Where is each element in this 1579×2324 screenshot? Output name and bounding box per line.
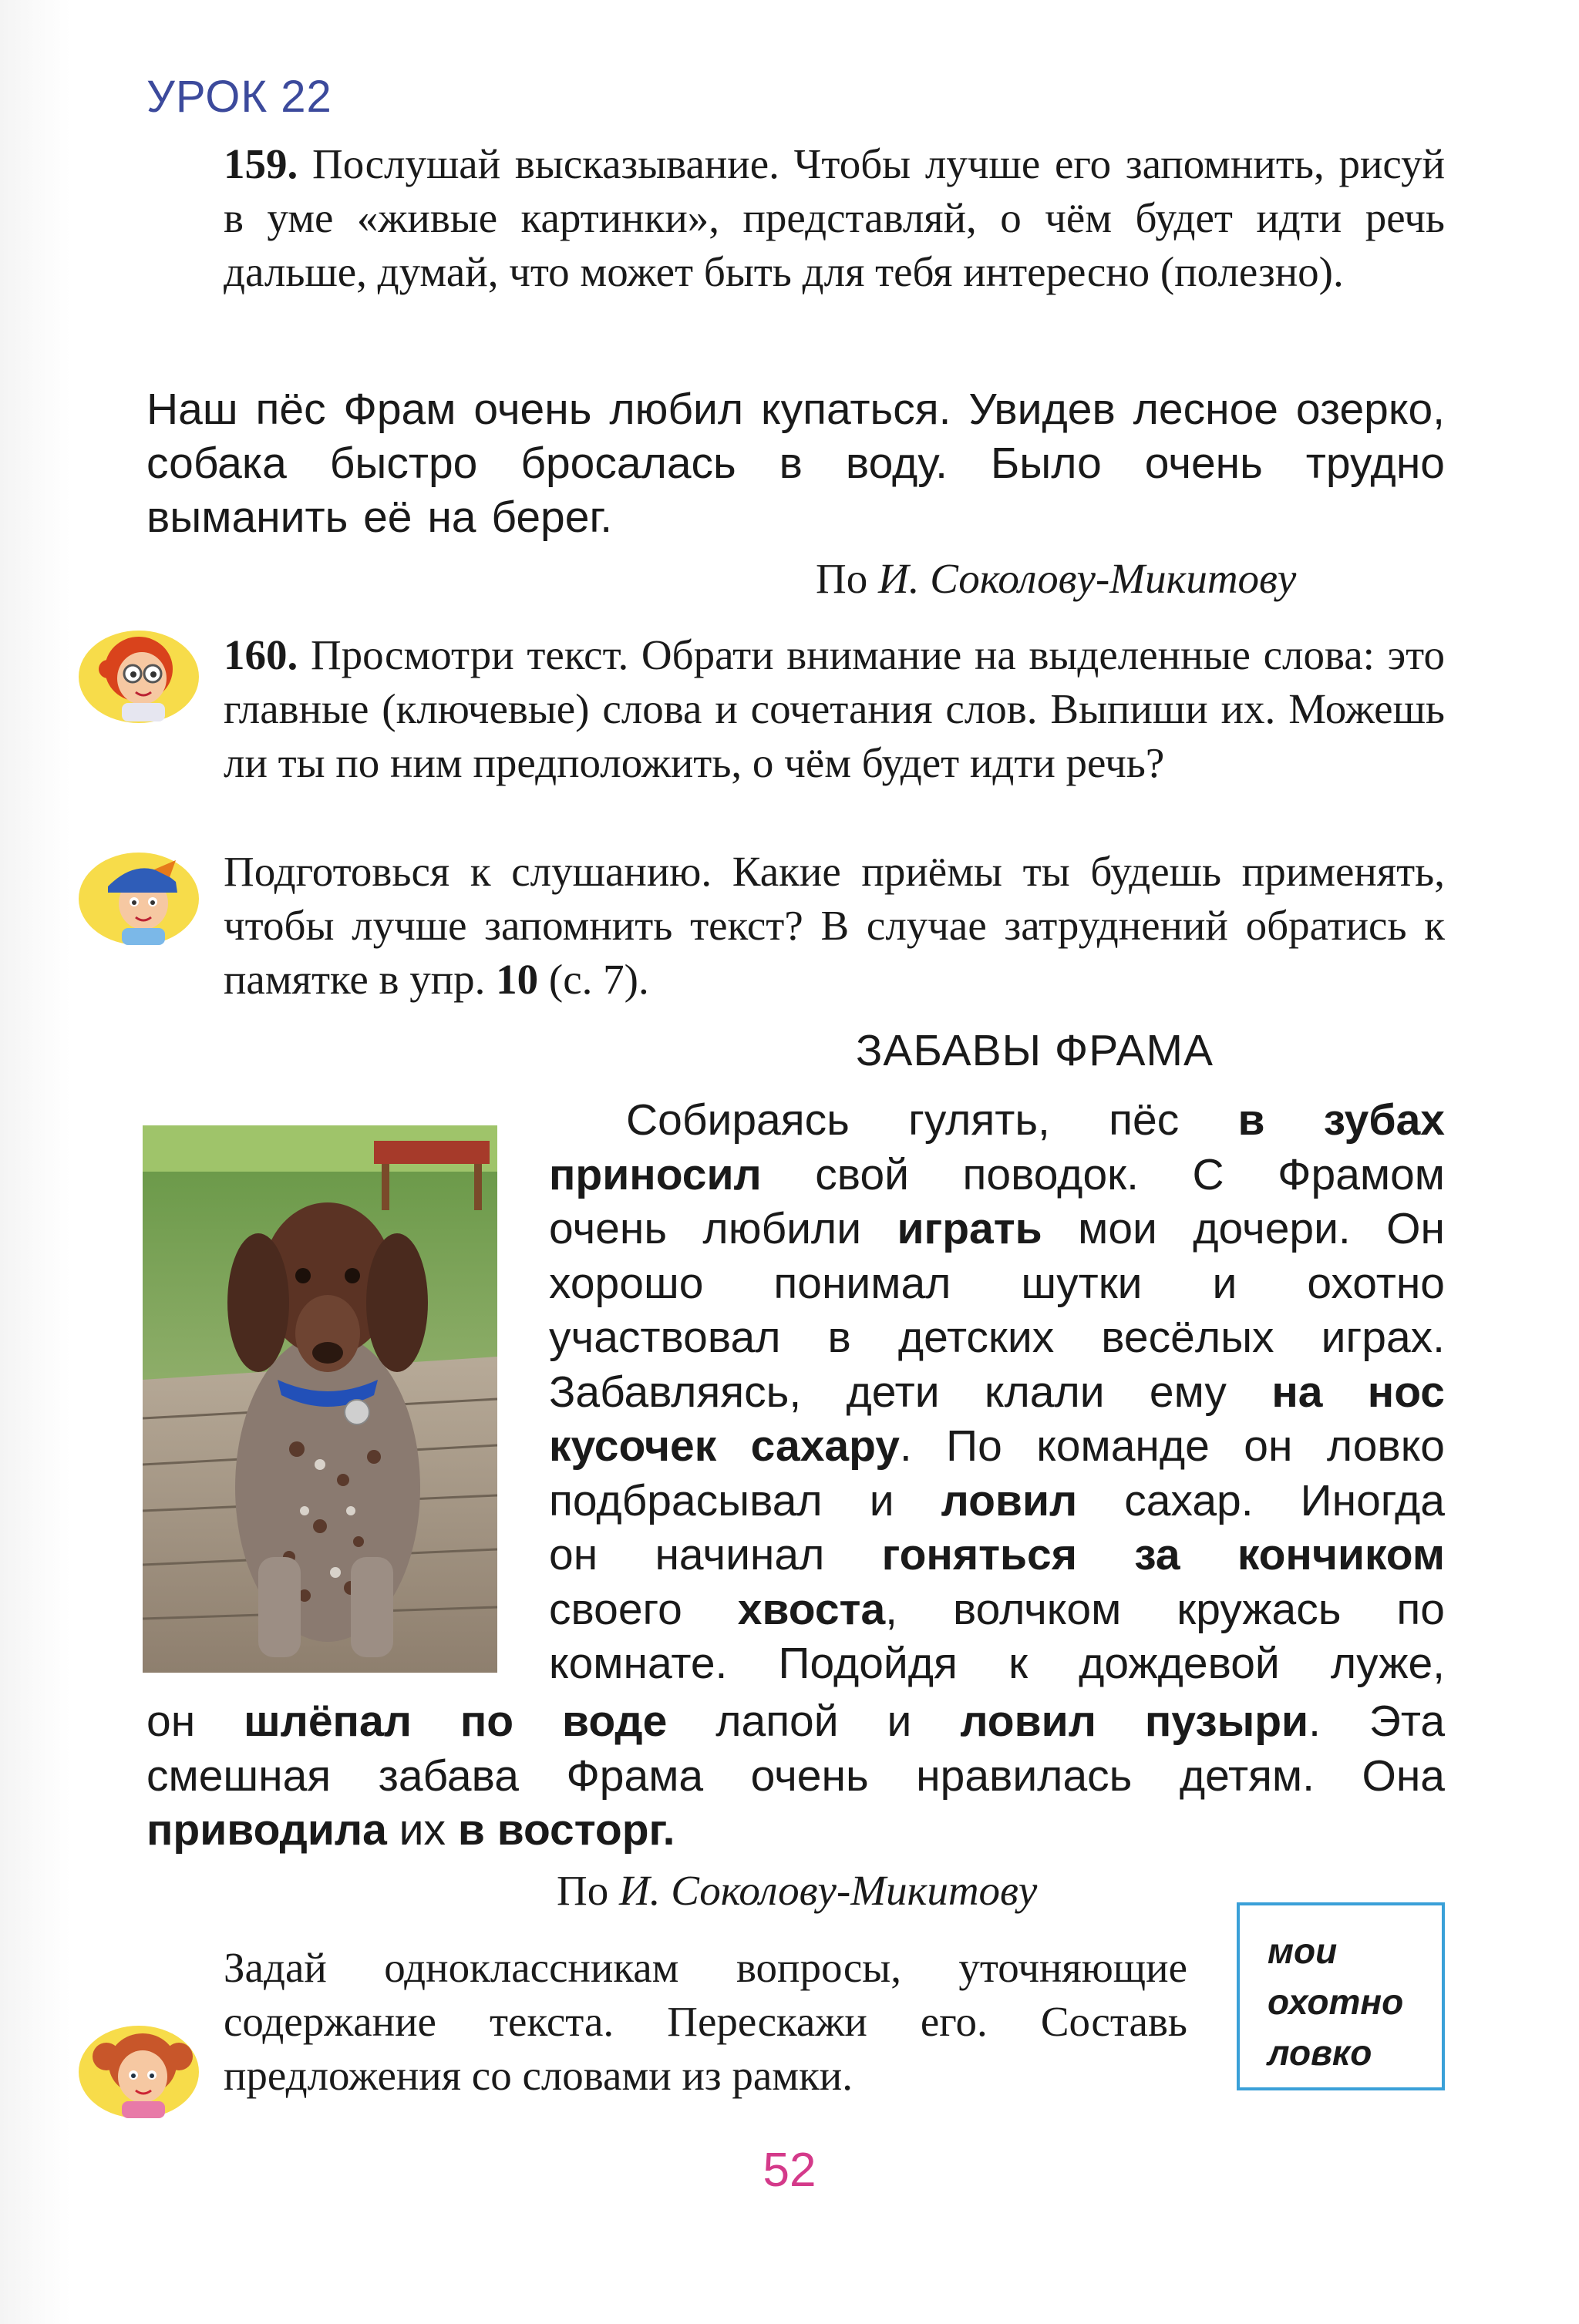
girl-with-pigtails-icon (77, 2020, 208, 2121)
girl-with-glasses-icon (77, 624, 208, 726)
story-line: участвовал в детских весёлых играх. (549, 1313, 1445, 1362)
key-phrase: хвоста (737, 1584, 886, 1634)
story-line: Забавляясь, дети клали ему на нос (549, 1367, 1445, 1417)
word-box-item: мои (1268, 1931, 1338, 1971)
story-line: очень любили играть мои дочери. Он (549, 1204, 1445, 1253)
memo-page: (с. 7). (548, 956, 649, 1003)
boy-with-cap-icon (77, 846, 208, 948)
quote-paragraph: Наш пёс Фрам очень любил купаться. Увидев лесное озерко, собака быстро бросалась в воду. Было очень трудно выманить её на берег. (146, 385, 1445, 542)
word-box-item: ловко (1268, 2033, 1372, 2073)
exercise-text: Послушай высказывание. Чтобы лучше его запомнить, рисуй в уме «живые картинки», представляй, о чём будет идти речь дальше, думай, что может быть для тебя интересно (полезно). (224, 140, 1445, 295)
memo-reference: 10 (496, 956, 539, 1003)
key-phrase: в восторг. (457, 1805, 675, 1855)
story-attribution (557, 1864, 1037, 1918)
story-line: приносил свой поводок. С Фрамом (549, 1149, 1445, 1199)
page-edge-shadow (0, 0, 71, 2324)
story-title: ЗАБАВЫ ФРАМА (856, 1026, 1214, 1075)
story-line: кусочек сахару. По команде он ловко (549, 1421, 1445, 1471)
key-phrase: в зубах (1237, 1095, 1445, 1145)
word-box (1237, 1902, 1445, 2090)
story-line: Собираясь гулять, пёс в зубах (626, 1095, 1445, 1145)
key-phrase: ловил (941, 1475, 1078, 1525)
exercise-159 (224, 137, 1445, 299)
story-line: приводила их в восторг. (146, 1805, 675, 1855)
exercise-number: 159. (224, 140, 298, 187)
exercise-text: Просмотри текст. Обрати внимание на выделенные слова: это главные (ключевые) слова и сочетания слов. Выпиши их. Можешь ли ты по ним предположить, о чём будет идти речь? (224, 631, 1445, 786)
word-box-item: охотно (1268, 1982, 1404, 2022)
story-line: своего хвоста, волчком кружась по (549, 1584, 1446, 1634)
exercise-number: 160. (224, 631, 298, 678)
story-line: хорошо понимал шутки и охотно (549, 1258, 1445, 1308)
dog-photo (143, 1125, 497, 1673)
quote-attribution (816, 552, 1296, 606)
story-text-full (146, 1694, 1445, 1858)
key-phrase: приносил (549, 1149, 762, 1199)
retell-task: Задай одноклассникам вопросы, уточняющие содержание текста. Перескажи его. Составь предложения со словами из рамки. (224, 1944, 1187, 2099)
exercise-160-preparation (224, 845, 1445, 1007)
story-line: он шлёпал по воде лапой и ловил пузыри. Эта (146, 1697, 1446, 1746)
story-line: смешная забава Фрама очень нравилась детям. Она (146, 1751, 1445, 1801)
attribution-author: И. Соколову-Микитову (618, 1867, 1038, 1914)
key-phrase: ловил пузыри (960, 1697, 1309, 1746)
preparation-text: Подготовься к слушанию. Какие приёмы ты будешь применять, чтобы лучше запомнить текст? В случае затруднений обратись к памятке в упр. (224, 848, 1445, 1003)
key-phrase: кусочек сахару (549, 1421, 900, 1471)
attribution-prefix: По (557, 1867, 609, 1914)
key-phrase: гоняться за кончиком (881, 1530, 1445, 1579)
page-number: 52 (763, 2144, 816, 2197)
story-line: комнате. Подойдя к дождевой луже, (549, 1639, 1445, 1688)
key-phrase: на нос (1271, 1367, 1445, 1417)
attribution-author: И. Соколову-Микитову (877, 555, 1297, 602)
attribution-prefix: По (816, 555, 868, 602)
story-line: подбрасывал и ловил сахар. Иногда (549, 1475, 1445, 1525)
key-phrase: приводила (146, 1805, 387, 1855)
key-phrase: играть (897, 1204, 1042, 1253)
story-line: он начинал гоняться за кончиком (549, 1530, 1445, 1579)
key-phrase: шлёпал по воде (244, 1697, 668, 1746)
story-text-column (549, 1093, 1445, 1691)
lesson-header: УРОК 22 (146, 72, 332, 122)
exercise-160 (224, 628, 1445, 790)
